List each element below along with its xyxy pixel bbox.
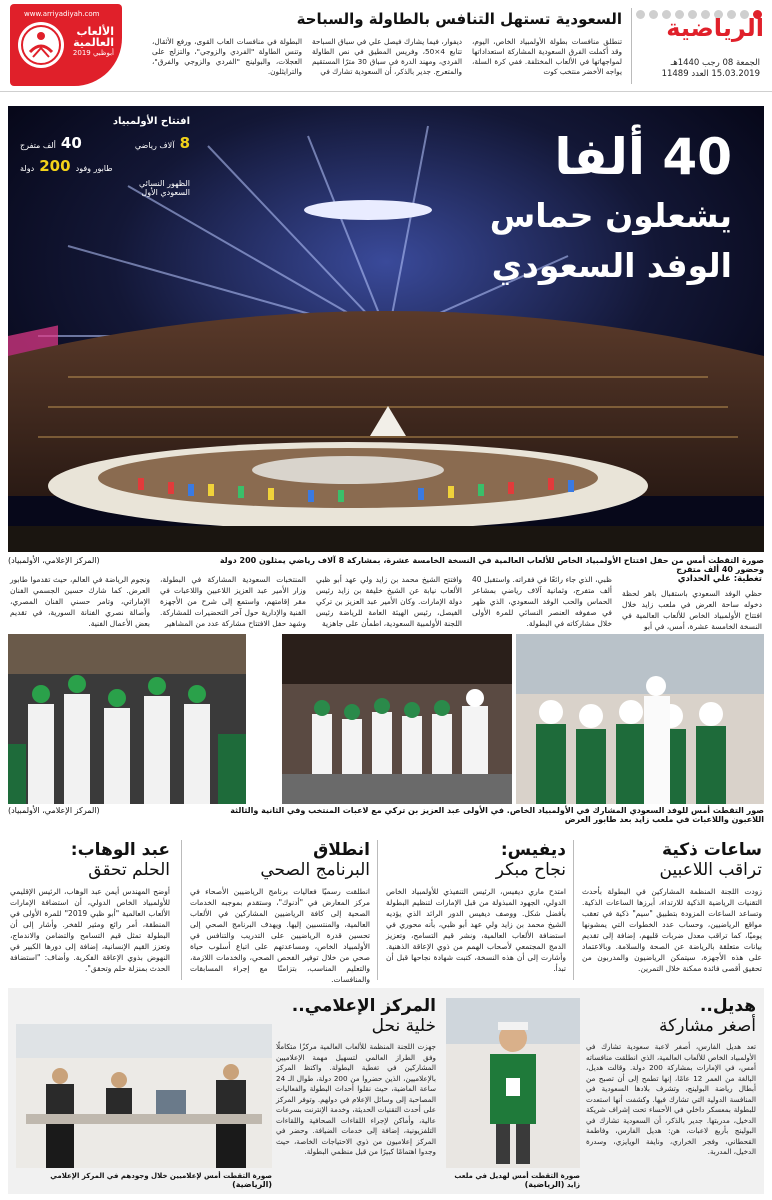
main-photo-credit: (المركز الإعلامي، الأولمبياد): [8, 556, 100, 565]
feature-4-head: عبد الوهاب:: [70, 840, 170, 860]
feature-4-sub: الحلم تحقق: [88, 860, 170, 880]
media-photo-caption: [16, 1172, 272, 1189]
hadeel-head: هديل..: [699, 996, 756, 1016]
main-col-5: ونجوم الرياضة في العالم، حيث تقدموا طابور العرض. كما شارك حسين الجسمي الفنان الإماراتي، وتامر حسني الفنان المصري، وأصالة نصري الفنانة السورية، في تقديم بعض الأعمال الفنية.: [10, 575, 150, 628]
photo-row-caption: صور التقطت أمس للوفد السعودي المشارك في الأولمبياد الخاص. في الأولى عبد العزيز بن تركي مع لاعبات المنتخب وفي الثانية والثالثة اللاعبون واللاعبات في ملعب زايد بعد طابور العرض: [230, 806, 764, 824]
team-photo-3: [8, 634, 246, 804]
badge-title: [58, 26, 114, 59]
issue-date: [662, 58, 760, 80]
feature-2-body: امتدح ماري ديفيس، الرئيس التنفيذي للأولمبياد الخاص الدولي، الجهود المبذولة من قبل الإمارات لتنظيم البطولة بأفضل شكل. ووصف ديفيس الدور الرائد الذي يؤديه الشيخ محمد بن زايد ولي عهد أبو ظبي، بأنه محوري في استضافة الألعاب العالمية، ونشر قيم التسامح، وتعزيز الدمج المجتمعي لأصحاب الهمم من ذوي الإعاقة الذهنية. وأشارت إلى أن هذه النسخة، كتبت شهادة نجاحها قبل أن تبدأ.: [386, 887, 566, 973]
badge-subtitle: أبوظبي 2019: [72, 49, 114, 57]
badge-title-text: الألعاب العالمية: [73, 25, 114, 49]
media-sub: خلية نحل: [371, 1016, 436, 1036]
media-caption-text: صورة التقطت أمس لإعلاميين خلال وجودهم في المركز الإعلامي: [50, 1172, 272, 1180]
delegations-number: 200: [39, 157, 71, 175]
main-col-1: حظي الوفد السعودي باستقبال باهر لحظة دخوله ساحة العرض في ملعب زايد خلال افتتاح الأولمبياد الخاص للألعاب العالمية في النسخة الخامسة عشرة، أمس، في أبو: [622, 589, 762, 631]
feature-4-body: أوضح المهندس أيمن عبد الوهاب، الرئيس الإقليمي للأولمبياد الخاص الدولي، أن استضافة الإمارات الألعاب العالمية "أبو ظبي 2019" للمرة الأولى في المنطقة، أمر رائع ومثير للفخر. وأشار إلى أن البطولة تمثل قيم التسامح والتضامن والاندماج، وتعزز القيم الإنسانية، إضافة إلى دورها الكبير في النهوض بذوي الإعاقة الفكرية. وأضاف: "استضافة الحدث بمنزلة حلم وتحقق".: [10, 887, 170, 973]
top-col-2: ديفوار، فيما يشارك فيصل علي في سباق السباحة تتابع 4×50، وفريس المطيق في نص الطاولة الفردي، ومهند الدرة في سباق 30 مترًا المستقيم والمتعرج. جدير بالذكر، أن السعودية تشارك في: [312, 37, 462, 76]
team-photo-2: [282, 634, 512, 804]
feature-3-head: انطلاق: [313, 840, 370, 860]
event-badge: [10, 4, 122, 86]
hadeel-photo: [446, 998, 580, 1168]
main-col-4: المنتخبات السعودية المشاركة في البطولة، وزار الأمير عبد العزيز اللاعبين واللاعبات في مقر إقامتهم، واستمع إلى شرح من الأجهزة الفنية والإدارية حول آخر التحضيرات للمشاركة. وشهد حفل الافتتاح مشاركة عدد من المشاهير: [160, 575, 306, 628]
media-center-story: [276, 996, 436, 1158]
women-first-label: الظهور النسائي السعودي الأول: [139, 179, 190, 197]
spectators-label: ألف متفرج: [20, 141, 56, 150]
feature-3-body: انطلقت رسميًا فعاليات برنامج الرياضيين الأصحاء في مركز المعارض في "أدنوك"، وستقدم بموجبه الخدمات الصحية إلى كافة الرياضيين المشاركين في الألعاب العالمية، والمنتسبين إليها. ويهدف البرنامج الصحي إلى تحسين قدرة الرياضيين على التدريب والتنافس في الأولمبياد الخاص، ومساعدتهم على اتباع أسلوب حياة صحي من خلال توفير الفحص الصحي، والخدمات اللازمة، والتعليم المناسب، بتزامنًا مع إجراء المسابقات والمنافسات.: [190, 887, 370, 984]
feature-1-body: زودت اللجنة المنظمة المشاركين في البطولة بأحدث التقنيات الرياضية الذكية للارتداء، أبرزها الساعات الذكية. وتساعد الساعات المزودة بتطبيق "سيم" ذكية في تعقب مواقع الرياضيين، وحساب عدد الخطوات التي يمشونها يوميًا، كما تراقب معدل ضربات قلبهم، إضافة إلى تقديم بيانات متعلقة بالرياضة عن الصحة والسلامة. وبالاعتماد على هذه الأجهزة، سيتمكن الرياضيون والمدربون من تحقيق أقصى فائدة ممكنة خلال التمرين.: [582, 887, 762, 973]
page-header: [0, 0, 772, 92]
hadeel-photo-caption: [446, 1172, 580, 1189]
feature-smart-watches: [582, 840, 762, 974]
main-photo-caption: صورة التقطت أمس من حفل افتتاح الأولمبياد الخاص للألعاب العالمية في النسخة الخامسة عشرة، بمشاركة 8 آلاف رياضي يمثلون 200 دولة وحضور 40 ألف متفرج: [219, 556, 764, 574]
delegations-label: طابور وفود: [75, 164, 113, 173]
feature-davis: [386, 840, 566, 974]
media-photo-credit: (الرياضية): [232, 1180, 272, 1189]
media-body: جهزت اللجنة المنظمة للألعاب العالمية مركزًا متكاملًا وفق الطراز العالمي لتسهيل مهمة الإعلاميين المشاركين في تغطية البطولة. واكتظ المركز بالإعلاميين، الذين حضروا من 200 دولة، طوال الـ 24 ساعة الماضية، حيث نقلوا أحداث البطولة والفعاليات المصاحبة إلى وسائل الإعلام في دولهم. وتوفر المركز على أحدث التقنيات الحديثة، وخدمة الإنترنت بسرعات عالية، وأماكن لإجراء اللقاءات الصحافية واللقاءات التلفزيونية، إضافة إلى خدمات الضيافة. وحضر في المركز إعلاميون من ذوي الاحتياجات الخاصة، حيث وجدوا اهتمامًا كبيرًا من قبل منظمي البطولة.: [276, 1042, 436, 1156]
feature-1-sub: تراقب اللاعبين: [659, 860, 762, 880]
badge-url[interactable]: www.arriyadiyah.com: [24, 10, 100, 18]
feature-health-program: [190, 840, 370, 985]
feature-3-sub: البرنامج الصحي: [260, 860, 370, 880]
hadeel-photo-credit: (الرياضية): [524, 1180, 565, 1189]
byline: تغطية: علي الحدادي: [677, 574, 762, 584]
spectators-number: 40: [60, 134, 82, 152]
feature-1-head: ساعات ذكية: [662, 840, 762, 860]
hadeel-sub: أصغر مشاركة: [658, 1016, 756, 1036]
main-headline-number: 40 ألفا: [554, 128, 732, 186]
team-photo-1: [516, 634, 764, 804]
photo-row-credit: (المركز الإعلامي، الأولمبياد): [8, 806, 100, 815]
stats-box: [20, 116, 190, 197]
paper-logo[interactable]: الرياضية: [666, 14, 764, 42]
main-headline-line-2: يشعلون حماس: [489, 196, 732, 235]
main-col-3: وافتتح الشيخ محمد بن زايد ولي عهد أبو ظبي الألعاب نيابة عن الشيخ خليفة بن زايد رئيس دولة الإمارات. وكان الأمير عبد العزيز بن تركي الفيصل، رئيس الهيئة العامة للرياضة رئيس اللجنة الأولمبية السعودية، اطمأن على جاهزية: [316, 575, 462, 628]
players-number: 8: [179, 134, 190, 152]
top-headline: السعودية تستهل التنافس بالطاولة والسباحة: [296, 10, 622, 28]
issue-date-hijri: الجمعة 08 رجب 1440هـ: [670, 58, 760, 68]
hadeel-caption-text: صورة التقطت أمس لهديل في ملعب زايد: [454, 1172, 580, 1189]
feature-2-head: ديفيس:: [500, 840, 566, 860]
main-col-2: ظبي، الذي جاء رائعًا في فقراته. واستقبل 40 ألف متفرج، وثمانية آلاف رياضي بمشاعر الحماس والحب الوفد السعودي، الذي ظهر في صفوفه العنصر النسائي للمرة الأولى خلال مشاركاته في البطولة.: [472, 575, 612, 628]
bottom-panel: [8, 988, 764, 1194]
issue-date-gregorian: 15.03.2019 العدد 11489: [661, 69, 760, 79]
top-col-1: تنطلق منافسات بطولة الأولمبياد الخاص، اليوم، وقد أكملت الفرق السعودية المشاركة استعداداتها لمواجهاتها في الألعاب المختلفة. ففي كرة السلة، يواجه الأخضر منتخب كوت: [472, 37, 622, 76]
main-headline-line-3: الوفد السعودي: [491, 246, 732, 285]
main-photo: [8, 106, 764, 552]
hadeel-story: [586, 996, 756, 1158]
feature-2-sub: نجاح مبكر: [495, 860, 566, 880]
top-col-3: البطولة في منافسات العاب القوى، ورفع الأثقال، وتنس الطاولة "الفردي والزوجي"، والتزلج على العجلات، والبولينج "الفردي والزوجي والفرق"، والترايثلون.: [152, 37, 302, 76]
players-label: آلاف رياضي: [134, 141, 175, 150]
media-center-photo: [16, 1024, 272, 1168]
stats-title: افتتاح الأولمبياد: [112, 116, 190, 127]
feature-abdulwahab: [10, 840, 170, 974]
countries-label: دولة: [20, 164, 35, 173]
media-head: المركز الإعلامي..: [291, 996, 436, 1016]
hadeel-body: تعد هديل الفارس، أصغر لاعبة سعودية تشارك في الأولمبياد الخاص للألعاب العالمية، الذي انطلقت منافساته أمس، في الإمارات بمشاركة 200 دولة. وقالت هديل، البالغة من العمر 12 عامًا، إنها تطمح إلى أن تصبح من أبطال رياضة البولينج، وتشرف بلادها السعودية في المنافسة الدولية التي تشارك فيها. وكشفت أنها استعدت للبطولة بمعسكر داخلي في الأحساء تحت إشراف شريكة الدخيل، مدربتها. جدير بالذكر، أن السعودية تشارك في البولينج بأربع لاعبات، هن: هديل الفارس، وفاطمة القحطاني، وفجر الخراري، ونايفة الويايزي، وسدرة الدخيل، المدربة.: [586, 1042, 756, 1156]
